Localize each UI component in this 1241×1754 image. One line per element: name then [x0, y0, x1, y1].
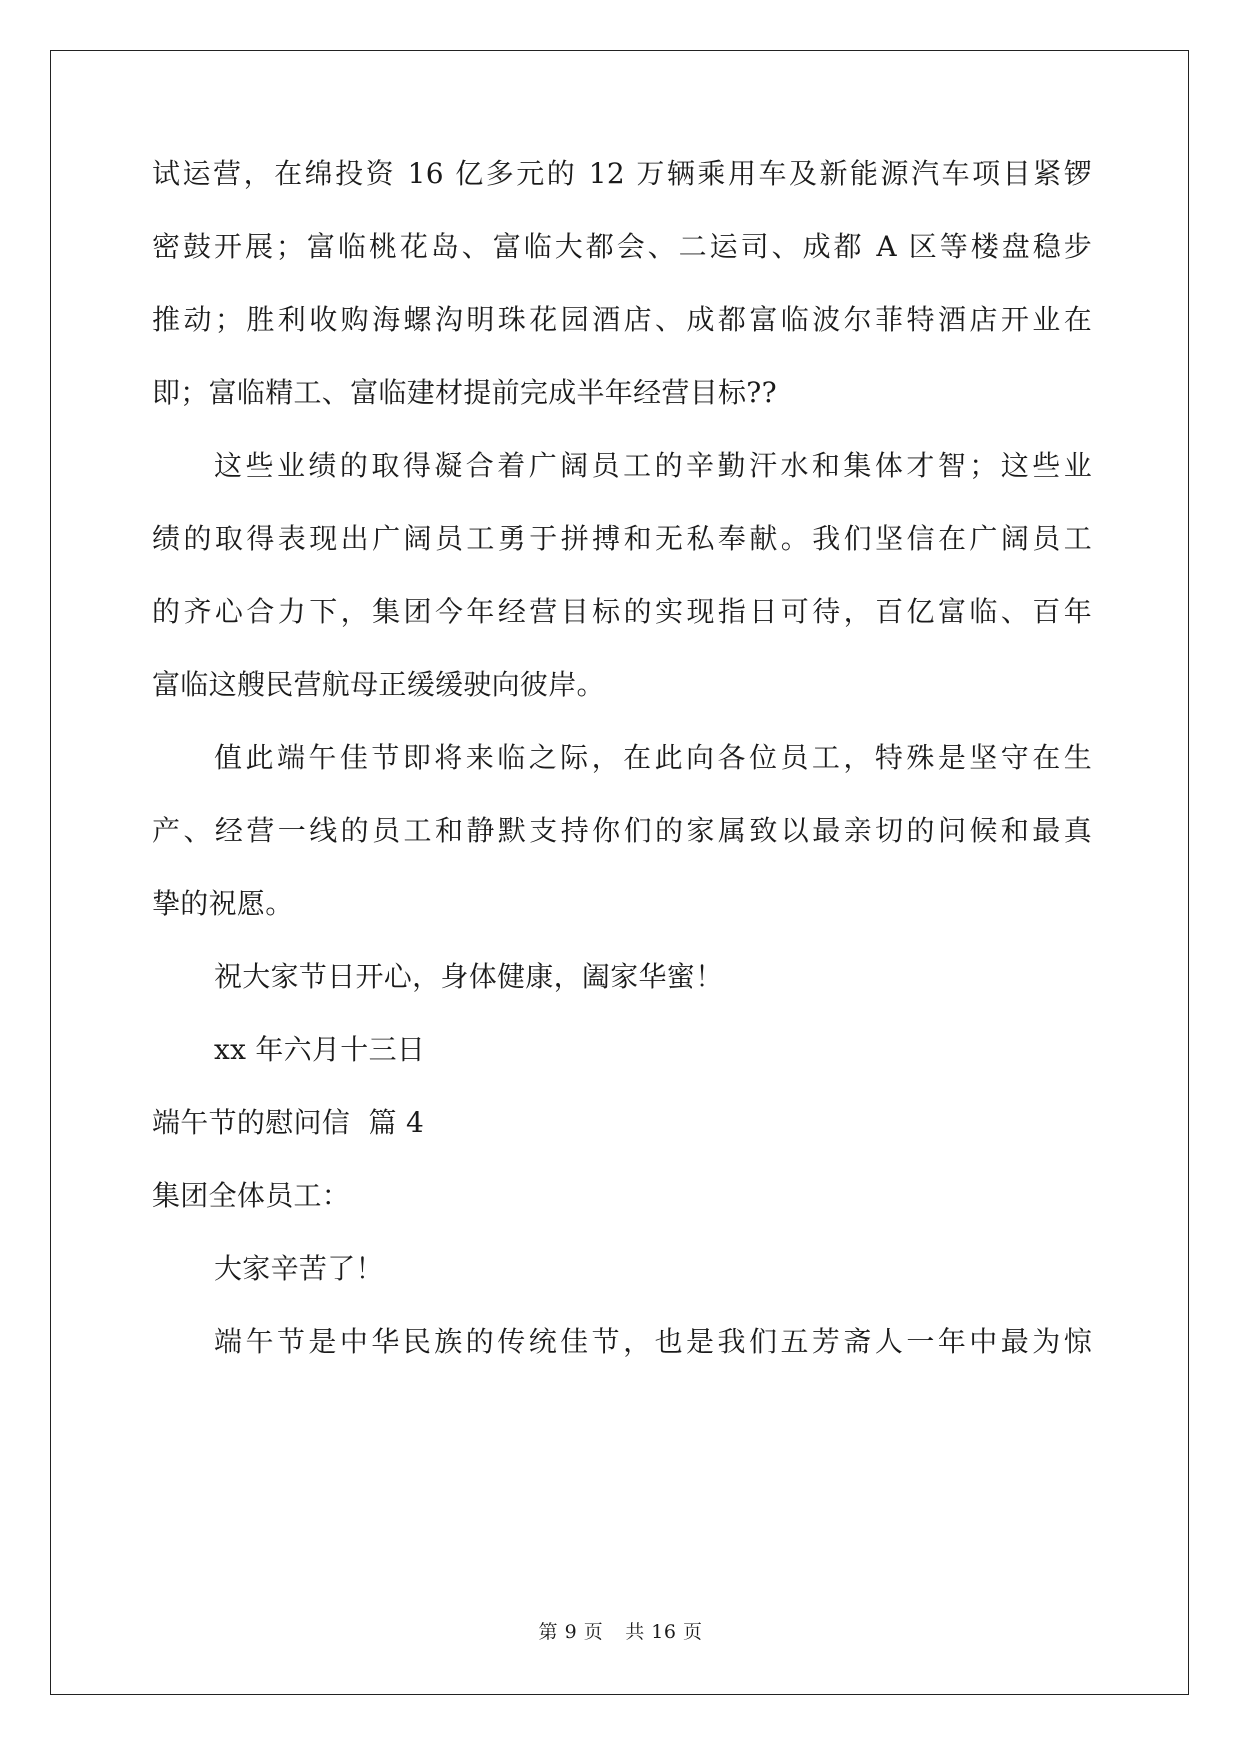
body-line: 端午节是中华民族的传统佳节，也是我们五芳斋人一年中最为惊: [214, 1325, 1092, 1358]
page-border: [50, 50, 1189, 1695]
wishes-line: 祝大家节日开心，身体健康，阖家华蜜！: [214, 960, 724, 993]
page-number: 第 9 页: [538, 1621, 604, 1643]
salutation-line: 集团全体员工：: [152, 1179, 351, 1212]
section-heading: 端午节的慰问信 篇 4: [152, 1106, 425, 1139]
page-total: 共 16 页: [625, 1621, 703, 1643]
body-line: 密鼓开展；富临桃花岛、富临大都会、二运司、成都 A 区等楼盘稳步: [152, 230, 1092, 263]
body-line: 富临这艘民营航母正缓缓驶向彼岸。: [152, 668, 605, 701]
body-line: 的齐心合力下，集团今年经营目标的实现指日可待，百亿富临、百年: [152, 595, 1092, 628]
body-line: 推动；胜利收购海螺沟明珠花园酒店、成都富临波尔菲特酒店开业在: [152, 303, 1092, 336]
body-line: 值此端午佳节即将来临之际，在此向各位员工，特殊是坚守在生: [214, 741, 1092, 774]
body-line: 试运营，在绵投资 16 亿多元的 12 万辆乘用车及新能源汽车项目紧锣: [152, 157, 1092, 190]
greeting-line: 大家辛苦了！: [214, 1252, 384, 1285]
page-footer: [0, 1620, 1241, 1644]
body-line: 绩的取得表现出广阔员工勇于拼搏和无私奉献。我们坚信在广阔员工: [152, 522, 1092, 555]
body-line: 这些业绩的取得凝合着广阔员工的辛勤汗水和集体才智；这些业: [214, 449, 1092, 482]
body-line: 即；富临精工、富临建材提前完成半年经营目标??: [152, 376, 777, 409]
body-line: 产、经营一线的员工和静默支持你们的家属致以最亲切的问候和最真: [152, 814, 1092, 847]
body-line: 挚的祝愿。: [152, 887, 294, 920]
date-line: xx 年六月十三日: [214, 1033, 426, 1066]
